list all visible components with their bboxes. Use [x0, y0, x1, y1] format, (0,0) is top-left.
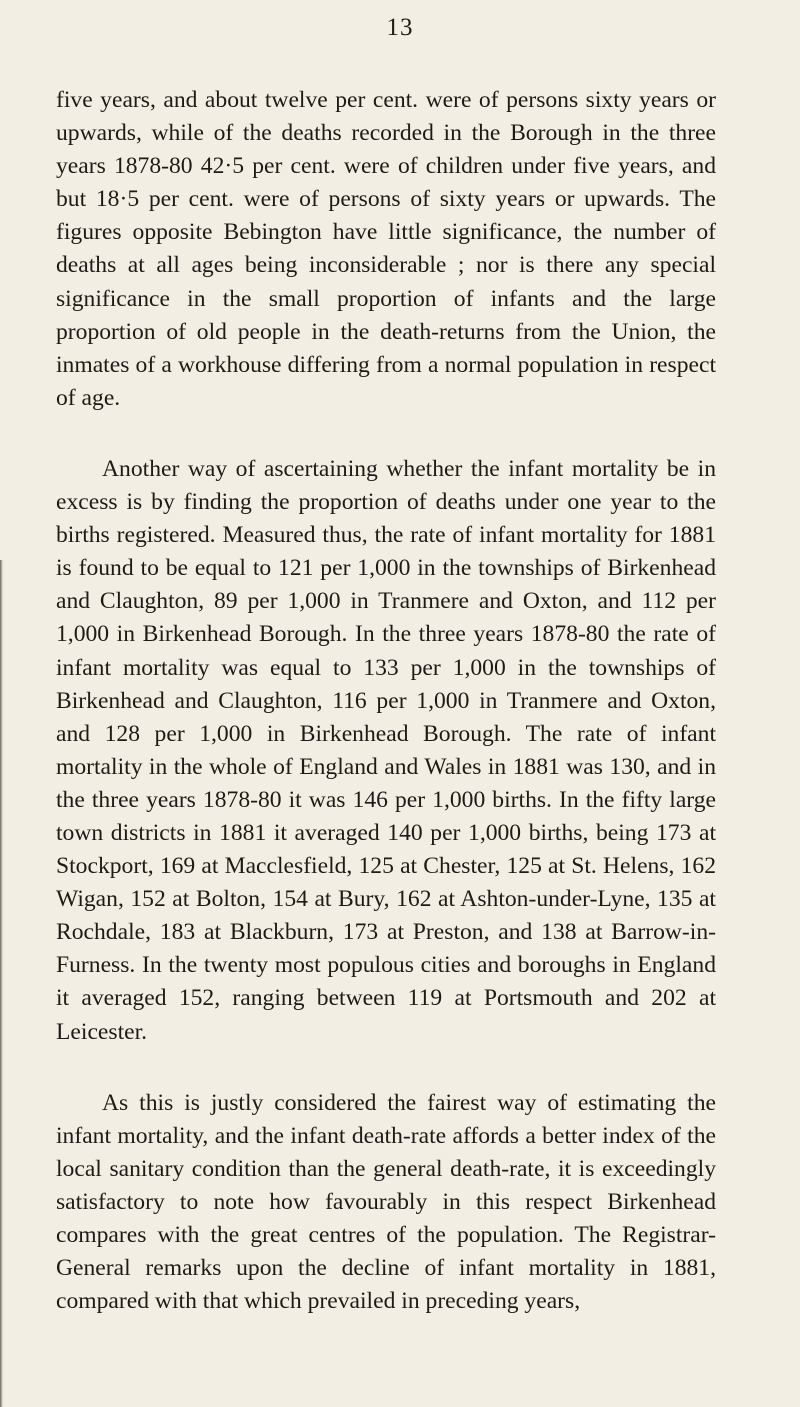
body-text — [56, 84, 716, 1318]
paragraph-continuation: five years, and about twelve per cent. were of persons sixty years or upwards, while of the deaths recorded in the Borough in the three years 1878-80 42·5 per cent. were of children under five years, and but 18·5 per cent. were of persons of sixty years or upwards. The figures opposite Bebington have little significance, the number of deaths at all ages being inconsiderable ; nor is there any special significance in the small proportion of infants and the large proportion of old people in the death-returns from the Union, the inmates of a workhouse differing from a normal population in respect of age. — [56, 87, 716, 411]
page-edge-shadow — [0, 560, 3, 1407]
page-number: 13 — [386, 14, 414, 41]
paragraph-birkenhead-comparison: As this is justly considered the fairest way of estimating the infant mortality, and the infant death-rate affords a better index of the local sanitary condition than the general death-rate, it is exceedingly satisfactory to note how favourably in this respect Birkenhead compares with the great centres of the population. The Registrar-General remarks upon the decline of infant mortality in 1881, compared with that which prevailed in preceding years, — [56, 1089, 716, 1315]
paragraph-infant-mortality-rates: Another way of ascertaining whether the infant mortality be in excess is by finding the proportion of deaths under one year to the births registered. Measured thus, the rate of infant mortality for 1881 is found to be equal to 121 per 1,000 in the townships of Birkenhead and Claughton, 89 per 1,000 in Tranmere and Oxton, and 112 per 1,000 in Birkenhead Borough. In the three years 1878-80 the rate of infant mortality was equal to 133 per 1,000 in the townships of Birkenhead and Claughton, 116 per 1,000 in Tranmere and Oxton, and 128 per 1,000 in Birkenhead Borough. The rate of infant mortality in the whole of England and Wales in 1881 was 130, and in the three years 1878-80 it was 146 per 1,000 births. In the fifty large town districts in 1881 it averaged 140 per 1,000 births, being 173 at Stockport, 169 at Macclesfield, 125 at Chester, 125 at St. Helens, 162 Wigan, 152 at Bolton, 154 at Bury, 162 at Ashton-under-Lyne, 135 at Rochdale, 183 at Blackburn, 173 at Preston, and 138 at Barrow-in-Furness. In the twenty most populous cities and boroughs in England it averaged 152, ranging between 119 at Portsmouth and 202 at Leicester. — [56, 455, 716, 1045]
